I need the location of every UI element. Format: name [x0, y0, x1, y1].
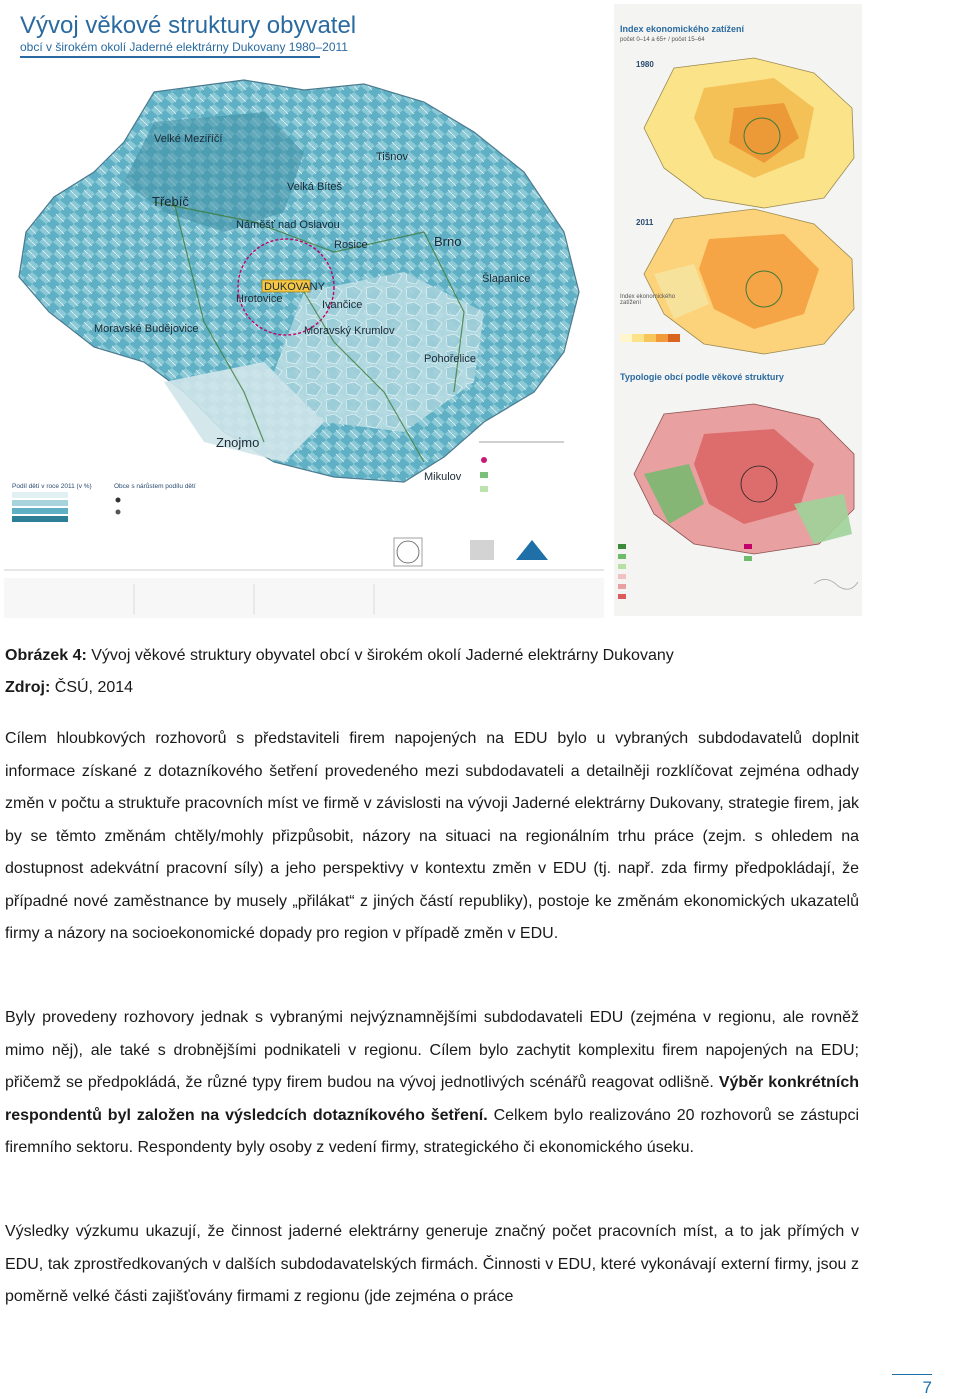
small-map-typology	[614, 394, 862, 614]
panel-title-typology: Typologie obcí podle věkové struktury	[620, 372, 784, 382]
place-rosice: Rosice	[334, 239, 368, 251]
panel-title-index: Index ekonomického zatížení	[620, 24, 745, 34]
legend-municipalities-label: Obce s nárůstem podílu dětí	[114, 483, 196, 490]
small-map-1980	[614, 48, 862, 218]
place-trebic: Třebíč	[152, 194, 189, 209]
year-1980: 1980	[636, 60, 654, 69]
place-velke-mezirici: Velké Meziříčí	[154, 133, 223, 145]
paragraph-2-part-a: Byly provedeny rozhovory jednak s vybranými nejvýznamnějšími subdodavateli EDU (zejména v regionu, ale rovněž mimo něj), ale také s drobnějšími podnikateli v regionu. Cílem bylo zachytit komplexitu firem napojených na EDU; přičemž se předpokládá, že různé typy firem budou na vývoj jednotlivých scénářů reagovat odlišně.	[5, 1009, 859, 1091]
legend-age-share-label: Podíl dětí v roce 2011 (v %)	[12, 483, 92, 490]
map-subtitle: obcí v širokém okolí Jaderné elektrárny Dukovany 1980–2011	[20, 40, 348, 54]
place-slapanice: Šlapanice	[482, 273, 531, 285]
paragraph-2	[5, 1002, 859, 1165]
place-velka-bites: Velká Bíteš	[287, 181, 343, 193]
legend-index-label: Index ekonomického zatížení	[620, 294, 676, 306]
figure-source	[5, 677, 133, 699]
caption-text: Vývoj věkové struktury obyvatel obcí v širokém okolí Jaderné elektrárny Dukovany	[86, 647, 674, 664]
year-2011: 2011	[636, 218, 654, 227]
side-panel	[614, 4, 862, 616]
caption-label: Obrázek 4:	[5, 647, 87, 664]
paragraph-3: Výsledky výzkumu ukazují, že činnost jaderné elektrárny generuje značný počet pracovních míst, a to jak přímých v EDU, tak zprostředkovaných v dalších subdodavatelských firmách. Činnosti v EDU, které vykonávají externí firmy, jsou z poměrně velké části zajišťovány firmami z regionu (jde zejména o práce	[5, 1223, 859, 1305]
place-hrotovice: Hrotovice	[236, 293, 283, 305]
figure-map-poster	[4, 0, 860, 618]
place-ivancice: Ivančice	[322, 299, 363, 311]
place-mikulov: Mikulov	[424, 471, 462, 483]
title-rule	[20, 56, 320, 58]
place-moravsky-krumlov: Moravský Krumlov	[304, 325, 395, 337]
source-label: Zdroj:	[5, 679, 51, 696]
panel-note-index: počet 0–14 a 65+ / počet 15–64	[620, 37, 705, 43]
place-namest: Náměšť nad Oslavou	[236, 219, 340, 231]
place-tisnov: Tišnov	[376, 151, 408, 163]
page-number: 7	[922, 1378, 932, 1397]
paragraph-1: Cílem hloubkových rozhovorů s představiteli firem napojených na EDU bylo u vybraných subdodavatelů doplnit informace získané z dotazníkového šetření provedeného mezi subdodavateli a detailněji rozklíčovat zejména odhady změn v počtu a struktuře pracovních míst ve firmě v závislosti na vývoji Jaderné elektrárny Dukovany, strategie firem, jak by se těmto změnám chtěly/mohly přizpůsobit, názory na situaci na regionálním trhu práce (zejm. s ohledem na dostupnost adekvátní pracovní síly) a jeho perspektivy v kontextu změn v EDU (tj. např. zda firmy předpokládají, že případné nové zaměstnance by musely „přilákat“ z jiných částí republiky), postoje ke změnám ekonomických ukazatelů firmy a názory na socioekonomické dopady pro region v případě změn v EDU.	[5, 730, 859, 942]
page-number-rule	[892, 1374, 932, 1375]
figure-caption	[5, 645, 865, 667]
place-dukovany: DUKOVANY	[264, 281, 325, 293]
map-title: Vývoj věkové struktury obyvatel	[20, 12, 357, 39]
paragraph-2-part-c: Celkem bylo realizováno 20 rozhovorů se zástupci firemního sektoru. Respondenty byly osoby z vedení firmy, strategického či ekonomického úseku.	[5, 1106, 860, 1156]
place-znojmo: Znojmo	[216, 435, 260, 450]
place-brno: Brno	[434, 234, 462, 249]
place-pohorelice: Pohořelice	[424, 353, 476, 365]
index-scale	[620, 334, 680, 348]
map-footer-legend	[4, 478, 604, 618]
source-text: ČSÚ, 2014	[50, 679, 134, 696]
place-moravske-budejovice: Moravské Budějovice	[94, 323, 199, 335]
paragraph-2-bold: Výběr konkrétních respondentů byl založen na výsledcích dotazníkového šetření.	[5, 1074, 859, 1124]
